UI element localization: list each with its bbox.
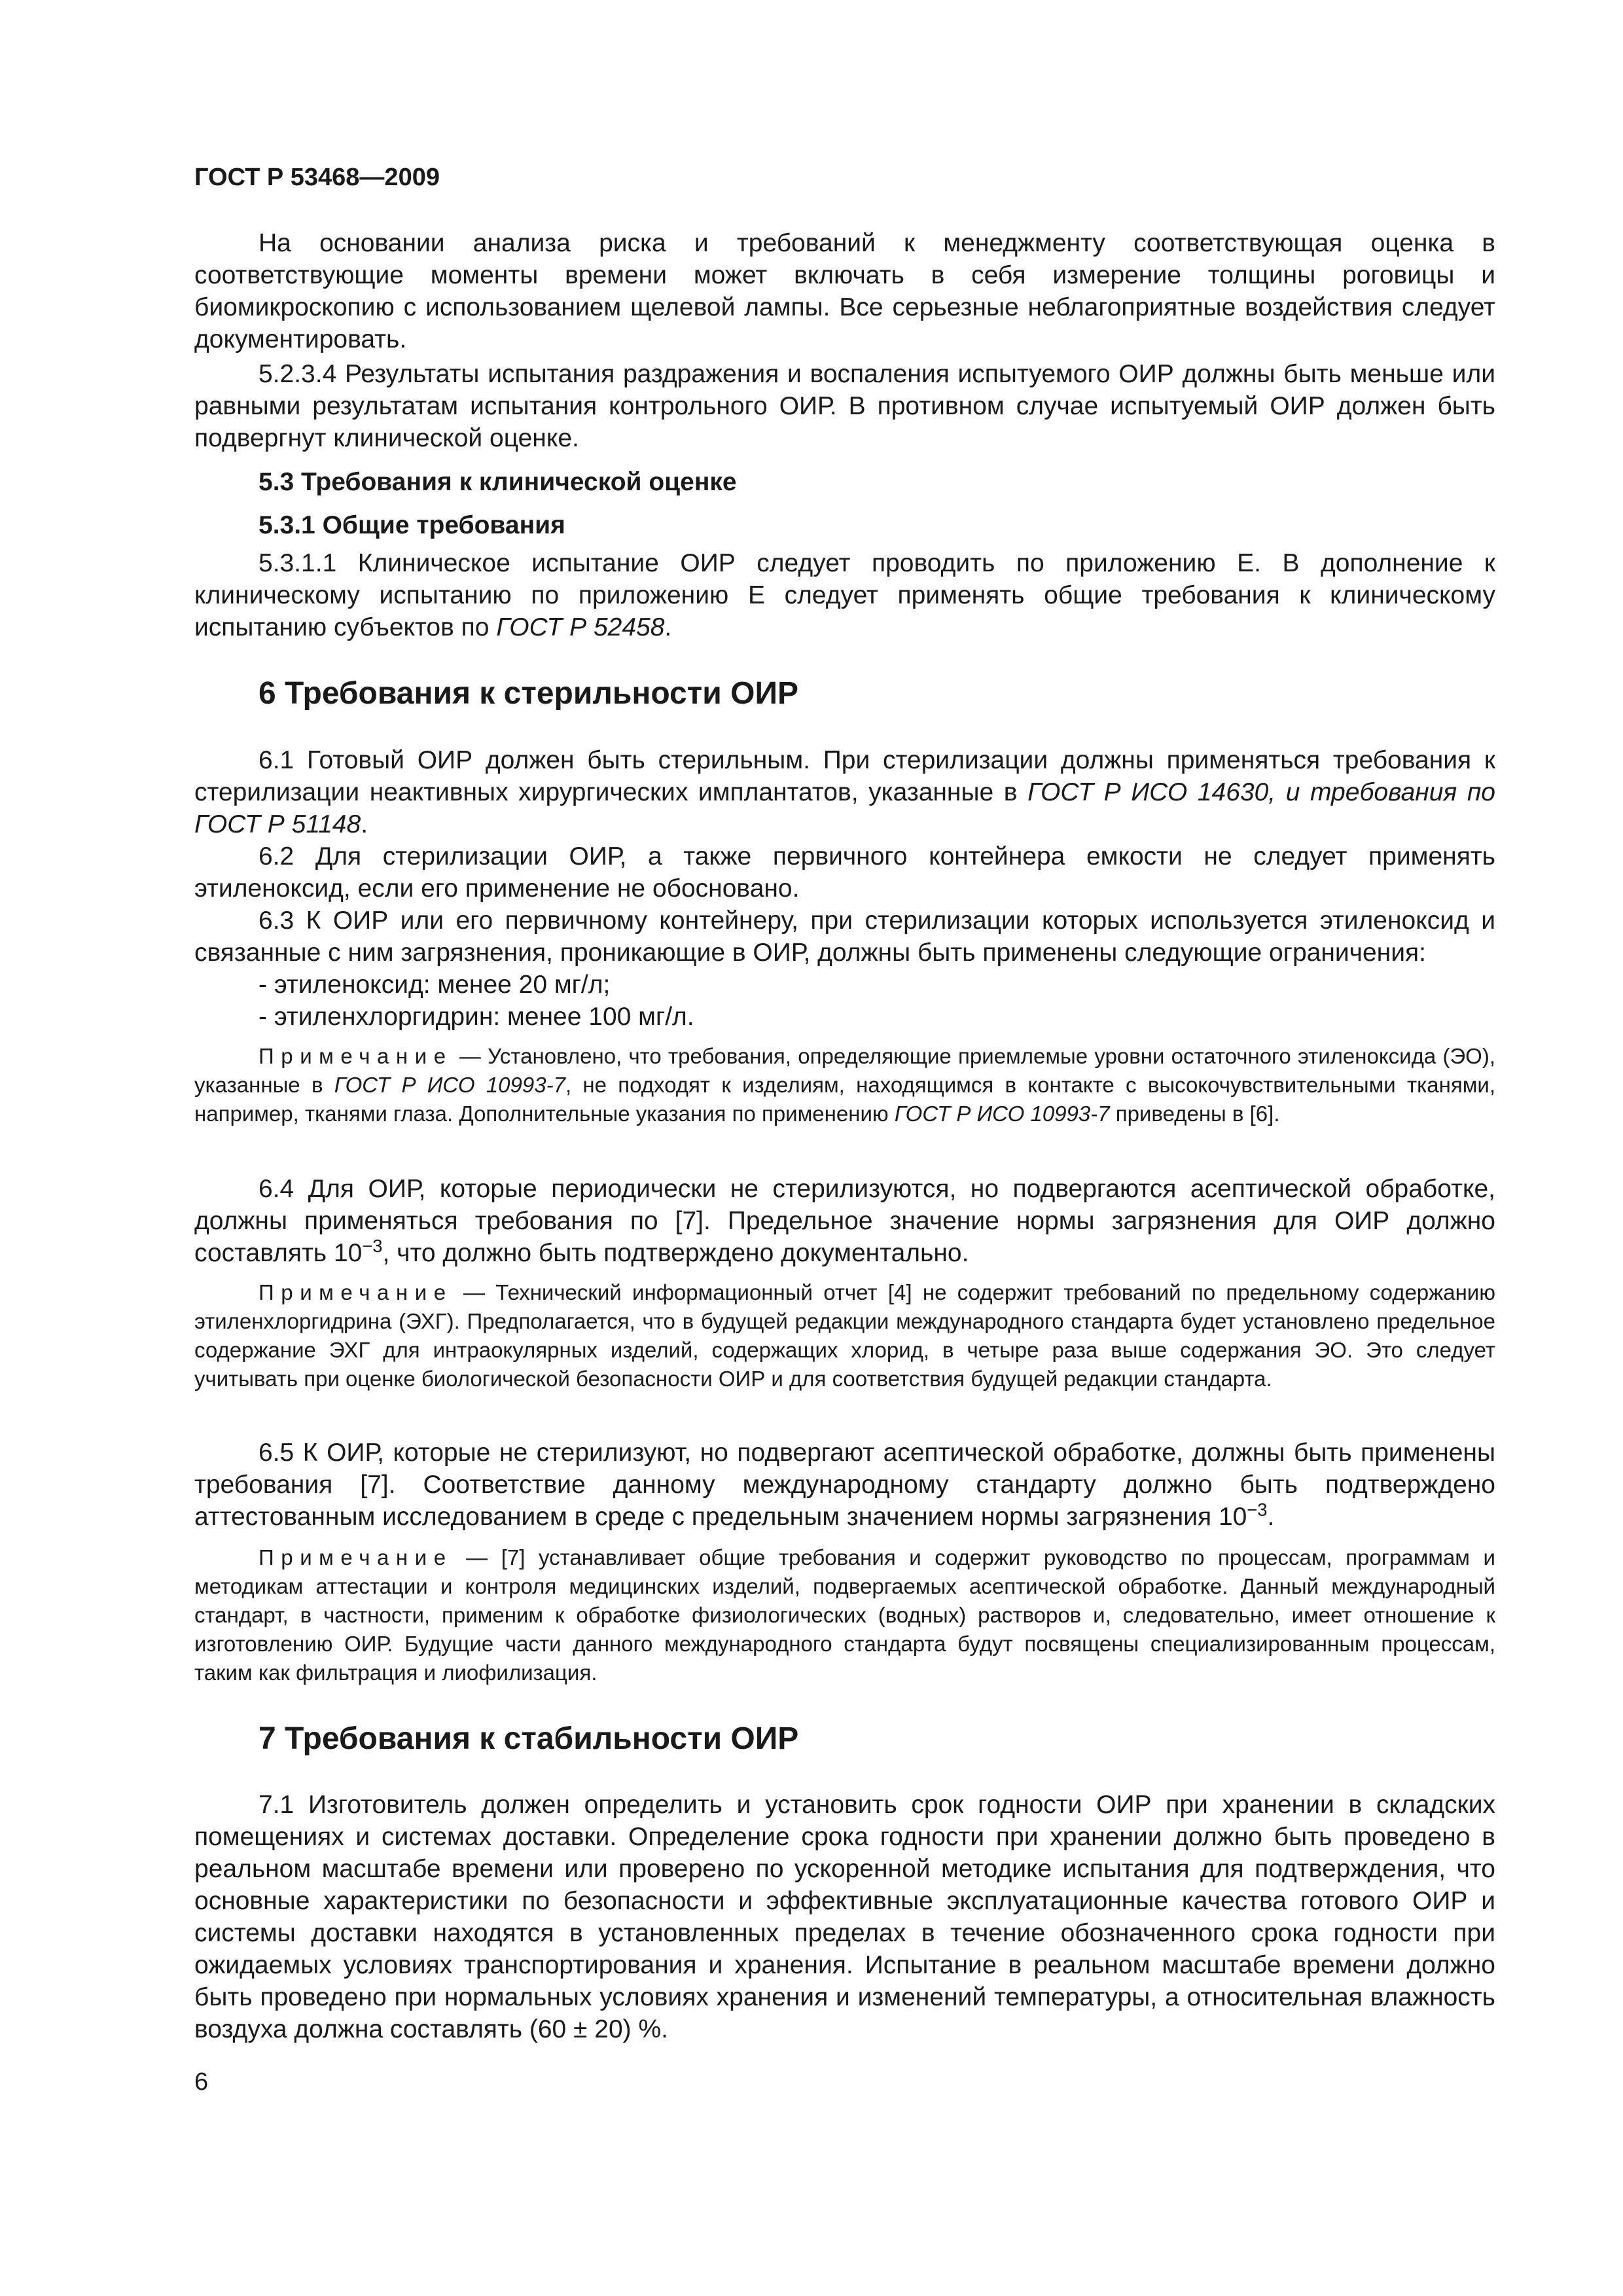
- heading-text: 6 Требования к стерильности ОИР: [259, 676, 798, 711]
- section-heading-7: [194, 1719, 1495, 1759]
- note-body: , не подходят к изделиям, находящимся в контакте с высокочувствительными тканями, например, тканями глаза. Дополнительные указания по применению: [194, 1073, 1495, 1126]
- limits-list: [194, 969, 1495, 1033]
- paragraph-text: 6.2 Для стерилизации ОИР, а также первичного контейнера емкости не следует применять этиленоксид, если его применение не обосновано.: [194, 842, 1495, 903]
- clause-7-1: [194, 1789, 1495, 2045]
- clause-text-end: , что должно быть подтверждено документально.: [382, 1239, 969, 1267]
- section-heading-5-3: [194, 466, 1495, 498]
- paragraph-text: На основании анализа риска и требований к менеджменту соответствующая оценка в соответствующие моменты времени может включать в себя измерение толщины роговицы и биомикроскопию с использованием щелевой лампы. Все серьезные неблагоприятные воздействия следует документировать.: [194, 229, 1495, 353]
- clause-6-3: [194, 905, 1495, 969]
- note-body: — [7] устанавливает общие требования и содержит руководство по процессам, программам и методикам аттестации и контроля медицинских изделий, подвергаемых асептической обработке. Данный международный стандарт, в частности, применим к обработке физиологических (водных) растворов и, следовательно, имеет отношение к изготовлению ОИР. Будущие части данного международного стандарта будут посвящены специализированным процессам, таким как фильтрация и лиофилизация.: [194, 1545, 1495, 1685]
- paragraph-text: 7.1 Изготовитель должен определить и установить срок годности ОИР при хранении в складских помещениях и системах доставки. Определение срока годности при хранении должно быть проведено в реальном масштабе времени или проверено по ускоренной методике испытания для подтверждения, что основные характеристики по безопасности и эффективные эксплуатационные качества готового ОИР и системы доставки находятся в установленных пределах в течение обозначенного срока годности при ожидаемых условиях транспортирования и хранения. Испытание в реальном масштабе времени должно быть проведено при нормальных условиях хранения и изменений температуры, а относительная влажность воздуха должна составлять (60 ± 20) %.: [194, 1791, 1495, 2043]
- paragraph-text: [194, 547, 1495, 643]
- note-1: [194, 1042, 1495, 1128]
- clause-text: 6.4 Для ОИР, которые периодически не стерилизуются, но подвергаются асептической обработке, должны применяться требования по [7]. Предельное значение нормы загрязнения для ОИР должно составлять 10: [194, 1175, 1495, 1267]
- standard-reference: ГОСТ Р ИСО 14630, и требования по ГОСТ Р 51148: [194, 778, 1495, 838]
- clause-6-5: [194, 1437, 1495, 1533]
- note-body: приведены в [6].: [1109, 1102, 1280, 1126]
- clause-6-2: [194, 840, 1495, 905]
- clause-text: 5.3.1.1 Клиническое испытание ОИР следует проводить по приложению Е. В дополнение к клиническому испытанию по приложению Е следует применять общие требования к клиническому испытанию субъектов по: [194, 549, 1495, 641]
- paragraph-text: 5.2.3.4 Результаты испытания раздражения и воспаления испытуемого ОИР должны быть меньше или равными результатам испытания контрольного ОИР. В противном случае испытуемый ОИР должен быть подвергнут клинической оценке.: [194, 360, 1495, 452]
- clause-text: 6.1 Готовый ОИР должен быть стерильным. При стерилизации должны применяться требования к стерилизации неактивных хирургических имплантатов, указанные в: [194, 746, 1495, 806]
- note-text: [194, 1543, 1495, 1687]
- clause-text-end: .: [1267, 1503, 1275, 1531]
- note-3: [194, 1543, 1495, 1687]
- exponent: −3: [1247, 1499, 1268, 1520]
- paragraph-text: [194, 1173, 1495, 1269]
- standard-reference: ГОСТ Р ИСО 10993-7: [334, 1073, 565, 1097]
- clause-text-end: .: [361, 810, 368, 838]
- note-body: — Технический информационный отчет [4] не содержит требований по предельному содержанию этиленхлоргидрина (ЭХГ). Предполагается, что в будущей редакции международного стандарта будет установлено предельное содержание ЭХГ для интраокулярных изделий, содержащих хлорид, в четыре раза выше содержания ЭО. Это следует учитывать при оценке биологической безопасности ОИР и для соответствия будущей редакции стандарта.: [194, 1280, 1495, 1391]
- note-label: Примечание: [259, 1545, 453, 1570]
- clause-text-end: .: [664, 613, 672, 641]
- clause-text: 6.5 К ОИР, которые не стерилизуют, но подвергают асептической обработке, должны быть применены требования [7]. Соответствие данному международному стандарту должно быть подтверждено аттестованным исследованием в среде с предельным значением нормы загрязнения 10: [194, 1439, 1495, 1531]
- standard-reference: ГОСТ Р ИСО 10993-7: [894, 1102, 1110, 1126]
- paragraph-text: [194, 744, 1495, 840]
- section-heading-5-3-1: [194, 509, 1495, 541]
- section-heading-6: [194, 674, 1495, 713]
- note-text: [194, 1278, 1495, 1393]
- list-item: - этиленоксид: менее 20 мг/л;: [259, 971, 611, 999]
- heading-text: 5.3 Требования к клинической оценке: [259, 468, 737, 496]
- heading-text: 5.3.1 Общие требования: [259, 511, 565, 539]
- heading-text: 7 Требования к стабильности ОИР: [259, 1721, 799, 1756]
- paragraph-text: [194, 1437, 1495, 1533]
- note-body: — Установлено, что требования, определяющие приемлемые уровни остаточного этиленоксида (ЭО), указанные в: [194, 1044, 1495, 1097]
- document-header: ГОСТ Р 53468—2009: [194, 164, 440, 191]
- note-label: Примечание: [259, 1044, 453, 1068]
- note-2: [194, 1278, 1495, 1393]
- clause-6-4: [194, 1173, 1495, 1269]
- note-label: Примечание: [259, 1280, 453, 1304]
- note-text: [194, 1042, 1495, 1128]
- paragraph-risk-assessment: [194, 227, 1495, 355]
- paragraph-text: 6.3 К ОИР или его первичному контейнеру, при стерилизации которых используется этиленоксид и связанные с ним загрязнения, проникающие в ОИР, должны быть применены следующие ограничения:: [194, 906, 1495, 967]
- exponent: −3: [362, 1236, 383, 1256]
- clause-5-2-3-4: [194, 358, 1495, 454]
- standard-reference: ГОСТ Р 52458: [496, 613, 665, 641]
- clause-6-1: [194, 744, 1495, 840]
- page-number: 6: [194, 2068, 209, 2096]
- list-item: - этиленхлоргидрин: менее 100 мг/л.: [259, 1003, 694, 1031]
- clause-5-3-1-1: [194, 547, 1495, 643]
